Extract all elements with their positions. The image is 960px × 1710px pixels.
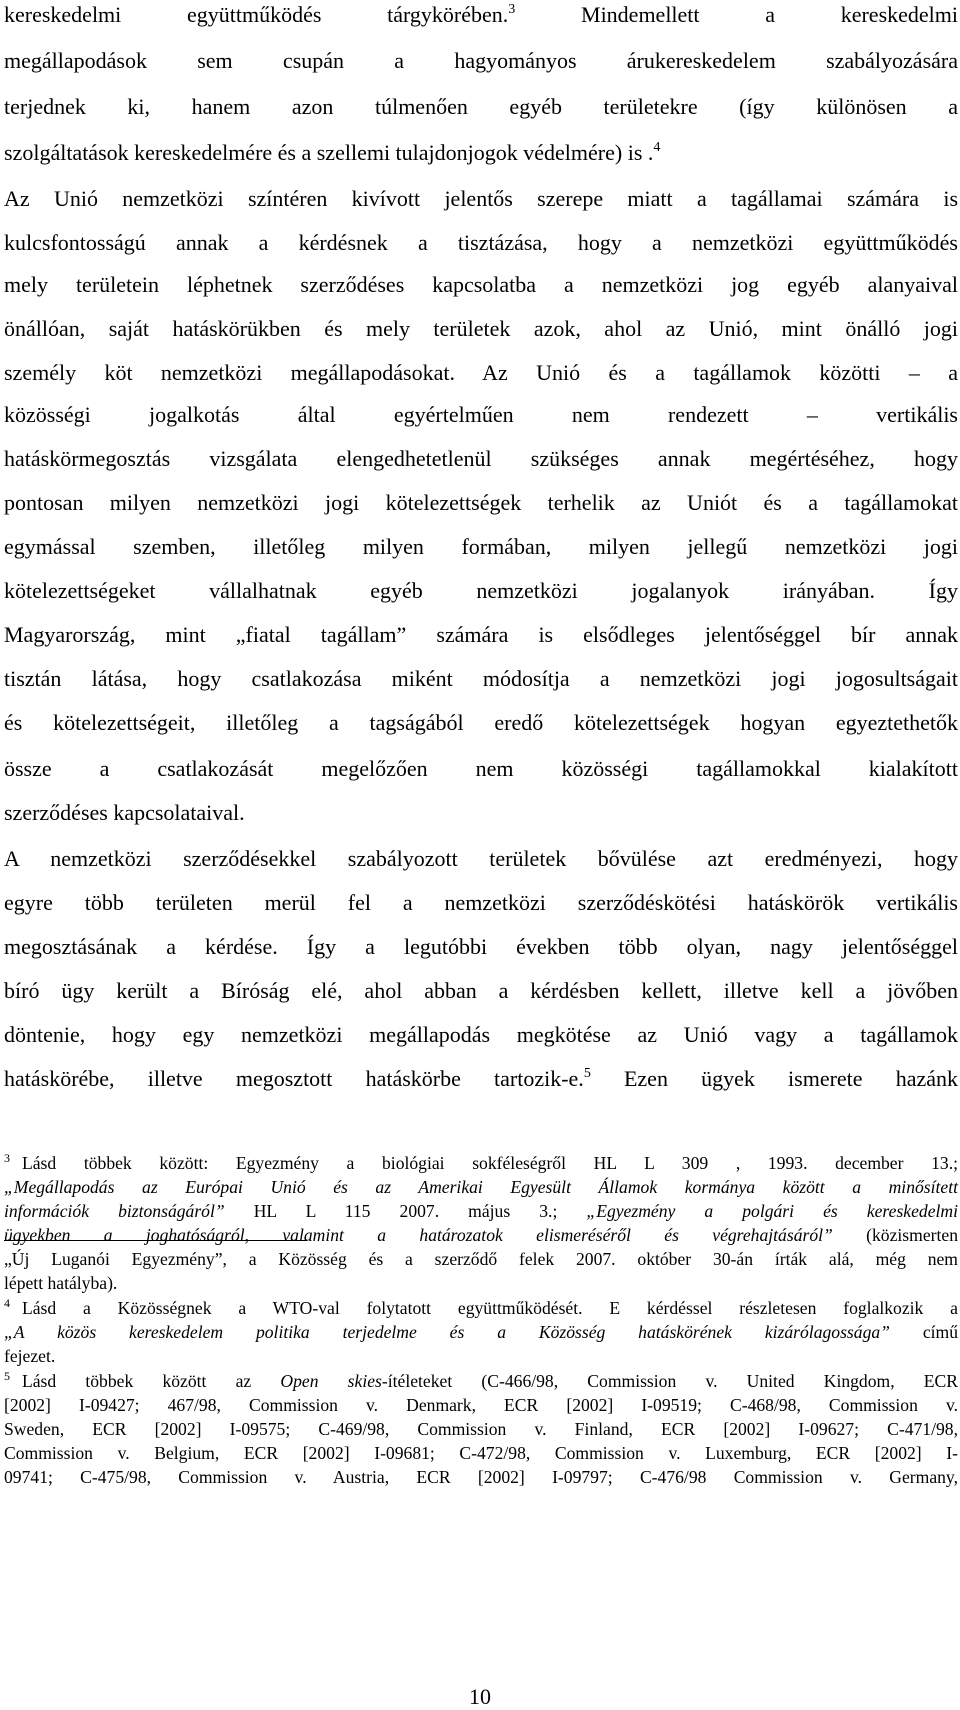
body-line: kötelezettségeket vállalhatnak egyéb nemzetközi jogalanyok irányában. Így — [4, 578, 958, 603]
footnote-line: 09741; C-475/98, Commission v. Austria, ECR [2002] I-09797; C-476/98 Commission v. Germany, — [4, 1467, 958, 1487]
body-line: megosztásának a kérdése. Így a legutóbbi években több olyan, nagy jelentőséggel — [4, 934, 958, 959]
body-line: össze a csatlakozását megelőzően nem közösségi tagállamokkal kialakított — [4, 756, 958, 781]
body-line: Magyarország, mint „fiatal tagállam” számára is elsődleges jelentőséggel bír annak — [4, 622, 958, 647]
body-line: közösségi jogalkotás által egyértelműen nem rendezett – vertikális — [4, 402, 958, 427]
footnote-number: 4 — [4, 1296, 10, 1310]
footnote-reference[interactable]: 5 — [583, 1066, 591, 1081]
body-line: hatáskörmegosztás vizsgálata elengedhetetlenül szükséges annak megértéséhez, hogy — [4, 446, 958, 471]
footnote-line: „Megállapodás az Európai Unió és az Amerikai Egyesült Államok kormánya között a minősített — [4, 1177, 958, 1197]
body-line: A nemzetközi szerződésekkel szabályozott területek bővülése azt eredményezi, hogy — [4, 846, 958, 871]
footnote-line: $^5$ Lásd többek között az Open skies-ítéleteket (C-466/98, Commission v. United Kingdom, ECR — [4, 1369, 958, 1391]
body-line: egyre több területen merül fel a nemzetközi szerződéskötési hatáskörök vertikális — [4, 890, 958, 915]
footnote-line: ügyekben a joghatóságról, valamint a határozatok elismeréséről és végrehajtásáról” (közismerten — [4, 1225, 958, 1245]
footnote-line: lépett hatályba). — [4, 1273, 118, 1293]
footnote-number: 3 — [4, 1151, 10, 1165]
footnote-line: Sweden, ECR [2002] I-09575; C-469/98, Commission v. Finland, ECR [2002] I-09627; C-471/98, — [4, 1419, 958, 1439]
footnote-separator — [4, 1240, 306, 1241]
body-line: pontosan milyen nemzetközi jogi kötelezettségek terhelik az Uniót és a tagállamokat — [4, 490, 958, 515]
body-line: hatáskörébe, illetve megosztott hatáskörbe tartozik-e.$^5$ Ezen ügyek ismerete hazánk — [4, 1066, 959, 1091]
body-line: terjednek ki, hanem azon túlmenően egyéb területekre (így különösen a — [4, 94, 958, 119]
body-line: egymással szemben, illetőleg milyen formában, milyen jellegű nemzetközi jogi — [4, 534, 958, 559]
footnote-reference[interactable]: 4 — [653, 140, 661, 155]
body-line: és kötelezettségeit, illetőleg a tagságából eredő kötelezettségek hogyan egyeztethetők — [4, 710, 958, 735]
footnote-line: Commission v. Belgium, ECR [2002] I-09681; C-472/98, Commission v. Luxemburg, ECR [2002] I- — [4, 1443, 958, 1463]
body-line: kulcsfontosságú annak a kérdésnek a tisztázása, hogy a nemzetközi együttműködés — [4, 230, 958, 255]
body-line: bíró ügy került a Bíróság elé, ahol abban a kérdésben kellett, illetve kell a jövőben — [4, 978, 958, 1003]
body-line: döntenie, hogy egy nemzetközi megállapodás megkötése az Unió vagy a tagállamok — [4, 1022, 958, 1047]
footnote-reference[interactable]: 3 — [508, 2, 516, 17]
body-line: kereskedelmi együttműködés tárgykörében.$^3$ Mindemellett a kereskedelmi — [4, 2, 959, 27]
footnote-line: információk biztonságáról” HL L 115 2007. május 3.; „Egyezmény a polgári és kereskedelmi — [4, 1201, 958, 1221]
body-line: önállóan, saját hatáskörükben és mely területek azok, ahol az Unió, mint önálló jogi — [4, 316, 958, 341]
footnote-line: $^4$ Lásd a Közösségnek a WTO-val folytatott együttműködését. E kérdéssel részletesen foglalkozik a — [4, 1296, 958, 1318]
footnote-line: [2002] I-09427; 467/98, Commission v. Denmark, ECR [2002] I-09519; C-468/98, Commission v. — [4, 1395, 958, 1415]
body-line: szolgáltatások kereskedelmére és a szellemi tulajdonjogok védelmére) is .$^4$ — [4, 140, 661, 165]
body-line: mely területein léphetnek szerződéses kapcsolatba a nemzetközi jog egyéb alanyaival — [4, 272, 958, 297]
page-number: 10 — [469, 1684, 491, 1709]
footnote-line: $^3$ Lásd többek között: Egyezmény a biológiai sokféleségről HL L 309 , 1993. december 13.; — [4, 1151, 958, 1173]
footnote-line: fejezet. — [4, 1346, 56, 1366]
body-line: megállapodások sem csupán a hagyományos árukereskedelem szabályozására — [4, 48, 958, 73]
footnote-number: 5 — [4, 1369, 10, 1383]
body-line: Az Unió nemzetközi színtéren kivívott jelentős szerepe miatt a tagállamai számára is — [4, 186, 958, 211]
body-line: személy köt nemzetközi megállapodásokat. Az Unió és a tagállamok közötti – a — [4, 360, 958, 385]
body-line: tisztán látása, hogy csatlakozása miként módosítja a nemzetközi jogi jogosultságait — [4, 666, 958, 691]
footnote-line: „Új Luganói Egyezmény”, a Közösség és a szerződő felek 2007. október 30-án írták alá, még nem — [4, 1249, 958, 1269]
body-line: szerződéses kapcsolataival. — [4, 800, 245, 825]
footnote-line: „A közös kereskedelem politika terjedelme és a Közösség hatáskörének kizárólagossága” című — [4, 1322, 959, 1342]
